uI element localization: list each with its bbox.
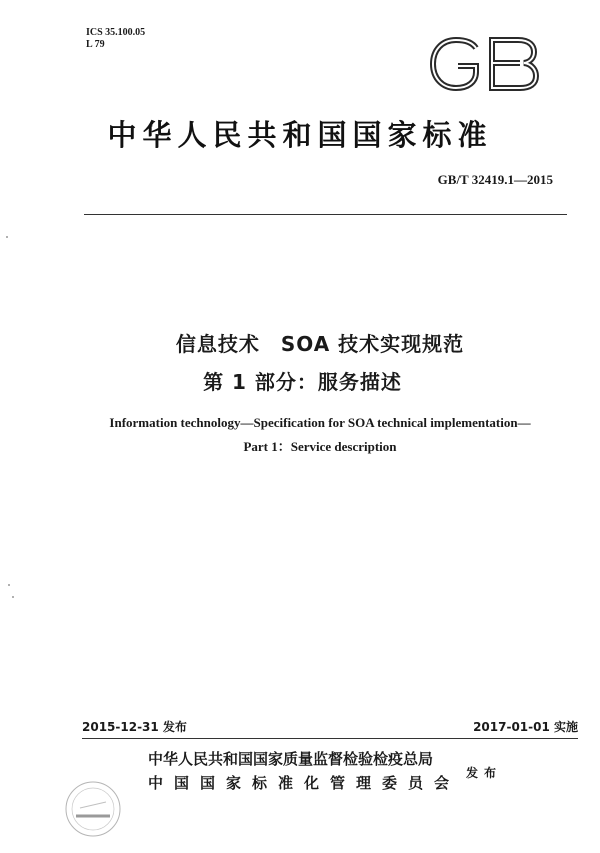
issuer-aqsiq: 中华人民共和国国家质量监督检验检疫总局 — [148, 750, 434, 768]
top-divider — [84, 214, 567, 215]
classification-codes — [86, 27, 145, 51]
ics-code: ICS 35.100.05 — [86, 27, 146, 38]
ccs-code: L 79 — [86, 39, 105, 50]
document-title-cn-line2: 第 1 部分：服务描述 — [203, 370, 402, 394]
standard-number: GB/T 32419.1—2015 — [437, 172, 553, 187]
implementation-date: 2017-01-01 实施 — [473, 720, 578, 734]
bottom-divider — [82, 738, 578, 739]
scan-speck — [12, 596, 14, 598]
gb-logo-icon — [428, 36, 540, 92]
document-title-en-line2: Part 1：Service description — [243, 439, 397, 454]
scan-speck — [8, 584, 10, 586]
issue-date: 2015-12-31 发布 — [82, 720, 187, 734]
watermark-stamp-icon — [62, 778, 124, 840]
document-title-en-line1: Information technology—Specification for SOA technical implementation— — [109, 415, 531, 430]
document-title-cn-line1: 信息技术 SOA 技术实现规范 — [175, 332, 465, 356]
standard-category-title: 中华人民共和国国家标准 — [107, 118, 493, 152]
issue-label: 发布 — [466, 766, 503, 780]
issuer-sac: 中国国家标准化管理委员会 — [148, 774, 461, 792]
scan-speck — [6, 236, 8, 238]
